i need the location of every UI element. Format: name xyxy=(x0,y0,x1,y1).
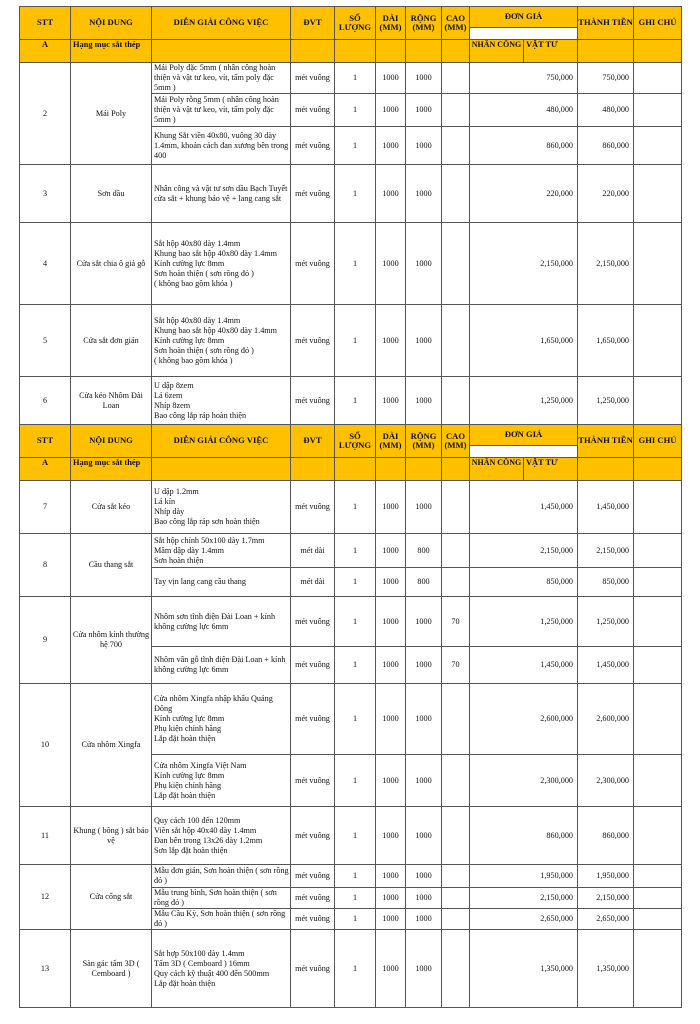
item-stt: 5 xyxy=(20,305,71,377)
item-length: 1000 xyxy=(376,865,406,888)
item-stt: 3 xyxy=(20,165,71,223)
item-unit-price: 1,250,000 xyxy=(470,377,578,425)
item-note xyxy=(634,888,682,909)
item-height xyxy=(442,684,470,755)
item-unit: mét vuông xyxy=(291,755,335,807)
item-stt: 2 xyxy=(20,63,71,165)
col-noi-dung-header: NỘI DUNG xyxy=(71,7,152,40)
item-stt: 8 xyxy=(20,534,71,597)
item-height xyxy=(442,909,470,930)
item-note xyxy=(634,377,682,425)
item-unit-price: 2,650,000 xyxy=(470,909,578,930)
item-quantity: 1 xyxy=(335,909,376,930)
item-width: 1000 xyxy=(406,223,442,305)
section-empty-cell xyxy=(152,40,291,63)
table-row xyxy=(20,534,682,568)
item-width: 1000 xyxy=(406,888,442,909)
section-empty-cell xyxy=(634,40,682,63)
item-description: Mẫu trung bình, Sơn hoàn thiện ( sơn rồng đỏ ) xyxy=(152,888,291,909)
item-unit: mét vuông xyxy=(291,647,335,684)
item-name: Cửa nhôm kính thường hệ 700 xyxy=(71,597,152,684)
quote-table xyxy=(19,6,682,1008)
item-quantity: 1 xyxy=(335,63,376,94)
item-description: U dập 8zem Lá 6zem Nhíp 8zem Bao công lắp ráp hoàn thiện xyxy=(152,377,291,425)
item-description: Sắt hộp 40x80 dày 1.4mm Khung bao sắt hộp 40x80 dày 1.4mm Kính cường lực 8mm Sơn hoàn thiện ( sơn rồng đỏ ) ( không bao gồm khóa ) xyxy=(152,223,291,305)
col-thanh-tien-header: THÀNH TIỀN xyxy=(578,425,634,458)
item-note xyxy=(634,647,682,684)
item-quantity: 1 xyxy=(335,807,376,865)
first-header-row xyxy=(20,7,682,28)
item-length: 1000 xyxy=(376,305,406,377)
item-unit-price: 2,150,000 xyxy=(470,223,578,305)
item-total: 1,450,000 xyxy=(578,481,634,534)
item-unit-price: 220,000 xyxy=(470,165,578,223)
item-note xyxy=(634,305,682,377)
section-empty-cell xyxy=(335,458,376,481)
table-row xyxy=(20,930,682,1008)
item-description: Sắt hộp 40x80 dày 1.4mm Khung bao sắt hộp 40x80 dày 1.4mm Kính cường lực 8mm Sơn hoàn thiện ( sơn rồng đỏ ) ( không bao gồm khóa ) xyxy=(152,305,291,377)
item-width: 1000 xyxy=(406,909,442,930)
item-unit-price: 750,000 xyxy=(470,63,578,94)
item-name: Sơn dầu xyxy=(71,165,152,223)
item-width: 1000 xyxy=(406,481,442,534)
col-dien-giai-header: DIỄN GIẢI CÔNG VIỆC xyxy=(152,7,291,40)
item-length: 1000 xyxy=(376,63,406,94)
col-cao-header: CAO (MM) xyxy=(442,425,470,458)
item-unit-price: 850,000 xyxy=(470,568,578,597)
item-unit-price: 2,150,000 xyxy=(470,888,578,909)
section-empty-cell xyxy=(335,40,376,63)
item-unit-price: 2,300,000 xyxy=(470,755,578,807)
item-quantity: 1 xyxy=(335,534,376,568)
col-cao-header: CAO (MM) xyxy=(442,7,470,40)
col-ghi-chu-header: GHI CHÚ xyxy=(634,425,682,458)
item-quantity: 1 xyxy=(335,481,376,534)
table-row xyxy=(20,481,682,534)
second-header-row xyxy=(20,425,682,446)
item-height xyxy=(442,377,470,425)
item-length: 1000 xyxy=(376,597,406,647)
item-total: 2,150,000 xyxy=(578,534,634,568)
item-quantity: 1 xyxy=(335,377,376,425)
item-height xyxy=(442,807,470,865)
item-unit: mét vuông xyxy=(291,865,335,888)
item-width: 1000 xyxy=(406,377,442,425)
item-length: 1000 xyxy=(376,165,406,223)
item-quantity: 1 xyxy=(335,647,376,684)
table-row xyxy=(20,865,682,888)
item-unit: mét vuông xyxy=(291,888,335,909)
col-dai-header: DÀI (MM) xyxy=(376,425,406,458)
item-height xyxy=(442,481,470,534)
item-stt: 13 xyxy=(20,930,71,1008)
item-width: 1000 xyxy=(406,127,442,165)
item-width: 1000 xyxy=(406,597,442,647)
item-unit-price: 480,000 xyxy=(470,94,578,127)
item-stt: 10 xyxy=(20,684,71,807)
item-height xyxy=(442,94,470,127)
item-unit: mét vuông xyxy=(291,63,335,94)
item-length: 1000 xyxy=(376,568,406,597)
item-height: 70 xyxy=(442,647,470,684)
item-description: Cửa nhôm Xingfa nhập khẩu Quảng Đông Kính cường lực 8mm Phụ kiện chính hãng Lắp đặt hoàn thiện xyxy=(152,684,291,755)
section-title: Hạng mục sắt thép xyxy=(71,40,152,63)
item-note xyxy=(634,165,682,223)
col-thanh-tien-header: THÀNH TIỀN xyxy=(578,7,634,40)
item-unit-price: 2,150,000 xyxy=(470,534,578,568)
item-description: Sắt hộp chính 50x100 dày 1.7mm Mâm dập dày 1.4mm Sơn hoàn thiện xyxy=(152,534,291,568)
sub-header-nhan-cong: NHÂN CÔNG xyxy=(470,40,524,63)
item-unit: mét vuông xyxy=(291,684,335,755)
item-total: 220,000 xyxy=(578,165,634,223)
item-height xyxy=(442,127,470,165)
first-section-row xyxy=(20,40,682,63)
col-stt-header: STT xyxy=(20,425,71,458)
sub-header-nhan-cong: NHÂN CÔNG xyxy=(470,458,524,481)
item-width: 1000 xyxy=(406,165,442,223)
col-don-gia-header: ĐƠN GIÁ xyxy=(470,7,578,28)
item-height xyxy=(442,534,470,568)
item-note xyxy=(634,94,682,127)
item-total: 2,300,000 xyxy=(578,755,634,807)
item-description: Nhôm sơn tĩnh điện Đài Loan + kính không cường lực 6mm xyxy=(152,597,291,647)
item-note xyxy=(634,534,682,568)
item-unit: mét vuông xyxy=(291,305,335,377)
item-name: Cầu thang sắt xyxy=(71,534,152,597)
item-total: 1,650,000 xyxy=(578,305,634,377)
item-note xyxy=(634,755,682,807)
table-row xyxy=(20,223,682,305)
item-unit-price: 1,450,000 xyxy=(470,647,578,684)
item-total: 750,000 xyxy=(578,63,634,94)
sub-header-vat-tu: VẬT TƯ xyxy=(524,40,578,63)
col-stt-header: STT xyxy=(20,7,71,40)
section-empty-cell xyxy=(291,40,335,63)
item-total: 1,450,000 xyxy=(578,647,634,684)
item-unit: mét vuông xyxy=(291,909,335,930)
item-total: 850,000 xyxy=(578,568,634,597)
item-note xyxy=(634,568,682,597)
item-stt: 9 xyxy=(20,597,71,684)
item-description: Sắt hợp 50x100 dày 1.4mm Tấm 3D ( Cemboard ) 16mm Quy cách kỹ thuật 400 đến 500mm Lắp đặt hoàn thiện xyxy=(152,930,291,1008)
item-unit: mét vuông xyxy=(291,165,335,223)
item-note xyxy=(634,807,682,865)
item-note xyxy=(634,930,682,1008)
item-width: 1000 xyxy=(406,305,442,377)
item-total: 1,350,000 xyxy=(578,930,634,1008)
item-length: 1000 xyxy=(376,647,406,684)
item-description: Quy cách 100 đến 120mm Viền sắt hộp 40x40 dày 1.4mm Đan bên trong 13x26 dày 1.2mm Sơn lắp đặt hoàn thiện xyxy=(152,807,291,865)
item-unit-price: 1,950,000 xyxy=(470,865,578,888)
item-length: 1000 xyxy=(376,377,406,425)
col-rong-header: RỘNG (MM) xyxy=(406,7,442,40)
item-name: Cửa sắt kéo xyxy=(71,481,152,534)
table-row xyxy=(20,807,682,865)
item-total: 2,650,000 xyxy=(578,909,634,930)
col-don-gia-header: ĐƠN GIÁ xyxy=(470,425,578,446)
item-total: 2,600,000 xyxy=(578,684,634,755)
table-row xyxy=(20,165,682,223)
col-dvt-header: ĐVT xyxy=(291,7,335,40)
item-width: 1000 xyxy=(406,807,442,865)
item-total: 860,000 xyxy=(578,127,634,165)
item-unit: mét vuông xyxy=(291,94,335,127)
col-ghi-chu-header: GHI CHÚ xyxy=(634,7,682,40)
item-note xyxy=(634,909,682,930)
item-unit-price: 860,000 xyxy=(470,127,578,165)
item-total: 1,250,000 xyxy=(578,377,634,425)
item-description: Nhân công và vật tư sơn dầu Bạch Tuyết cửa sắt + khung bảo vệ + lang cang sắt xyxy=(152,165,291,223)
item-total: 1,950,000 xyxy=(578,865,634,888)
item-length: 1000 xyxy=(376,127,406,165)
item-height xyxy=(442,865,470,888)
item-unit: mét vuông xyxy=(291,223,335,305)
item-length: 1000 xyxy=(376,755,406,807)
section-empty-cell xyxy=(578,40,634,63)
section-code: A xyxy=(20,458,71,481)
item-quantity: 1 xyxy=(335,165,376,223)
item-stt: 12 xyxy=(20,865,71,930)
item-description: Tay vịn lang cang cầu thang xyxy=(152,568,291,597)
item-length: 1000 xyxy=(376,684,406,755)
item-name: Khung ( bông ) sắt bảo vệ xyxy=(71,807,152,865)
item-note xyxy=(634,223,682,305)
table-row xyxy=(20,63,682,94)
section-title: Hạng mục sắt thép xyxy=(71,458,152,481)
item-length: 1000 xyxy=(376,534,406,568)
item-height xyxy=(442,568,470,597)
item-quantity: 1 xyxy=(335,684,376,755)
item-length: 1000 xyxy=(376,909,406,930)
item-total: 860,000 xyxy=(578,807,634,865)
item-unit: mét vuông xyxy=(291,377,335,425)
item-note xyxy=(634,597,682,647)
item-stt: 4 xyxy=(20,223,71,305)
item-unit: mét vuông xyxy=(291,481,335,534)
item-note xyxy=(634,127,682,165)
section-code: A xyxy=(20,40,71,63)
item-unit: mét dài xyxy=(291,568,335,597)
item-name: Mái Poly xyxy=(71,63,152,165)
item-height xyxy=(442,305,470,377)
item-width: 1000 xyxy=(406,865,442,888)
item-length: 1000 xyxy=(376,481,406,534)
item-width: 1000 xyxy=(406,755,442,807)
item-unit-price: 1,250,000 xyxy=(470,597,578,647)
item-unit: mét vuông xyxy=(291,807,335,865)
item-height xyxy=(442,63,470,94)
item-description: Mẫu đơn giản, Sơn hoàn thiện ( sơn rồng đỏ ) xyxy=(152,865,291,888)
item-width: 1000 xyxy=(406,684,442,755)
item-unit: mét dài xyxy=(291,534,335,568)
item-length: 1000 xyxy=(376,888,406,909)
item-quantity: 1 xyxy=(335,94,376,127)
item-description: Cửa nhôm Xingfa Việt Nam Kính cường lực 8mm Phụ kiện chính hãng Lắp đặt hoàn thiện xyxy=(152,755,291,807)
col-noi-dung-header: NỘI DUNG xyxy=(71,425,152,458)
item-unit-price: 1,450,000 xyxy=(470,481,578,534)
item-description: Nhôm vân gỗ tĩnh điện Đài Loan + kính không cường lực 6mm xyxy=(152,647,291,684)
item-total: 480,000 xyxy=(578,94,634,127)
item-width: 1000 xyxy=(406,647,442,684)
item-width: 1000 xyxy=(406,94,442,127)
section-empty-cell xyxy=(152,458,291,481)
item-note xyxy=(634,63,682,94)
item-quantity: 1 xyxy=(335,127,376,165)
item-total: 2,150,000 xyxy=(578,223,634,305)
item-stt: 7 xyxy=(20,481,71,534)
item-description: Khung Sắt viền 40x80, vuông 30 dày 1.4mm, khoản cách đan xương bên trong 400 xyxy=(152,127,291,165)
section-empty-cell xyxy=(442,458,470,481)
item-name: Cửa nhôm Xingfa xyxy=(71,684,152,807)
item-description: Mẫu Cầu Kỳ, Sơn hoàn thiện ( sơn rồng đỏ ) xyxy=(152,909,291,930)
item-stt: 11 xyxy=(20,807,71,865)
col-so-luong-header: SỐ LƯỢNG xyxy=(335,425,376,458)
item-name: Cửa cổng sắt xyxy=(71,865,152,930)
col-so-luong-header: SỐ LƯỢNG xyxy=(335,7,376,40)
item-unit-price: 1,650,000 xyxy=(470,305,578,377)
item-description: U dập 1.2mm Lá kín Nhíp dày Bao công lắp ráp sơn hoàn thiện xyxy=(152,481,291,534)
item-quantity: 1 xyxy=(335,930,376,1008)
item-quantity: 1 xyxy=(335,755,376,807)
item-length: 1000 xyxy=(376,94,406,127)
item-note xyxy=(634,481,682,534)
item-total: 2,150,000 xyxy=(578,888,634,909)
item-total: 1,250,000 xyxy=(578,597,634,647)
item-unit: mét vuông xyxy=(291,127,335,165)
item-unit-price: 2,600,000 xyxy=(470,684,578,755)
section-empty-cell xyxy=(578,458,634,481)
item-width: 800 xyxy=(406,534,442,568)
item-width: 1000 xyxy=(406,930,442,1008)
item-note xyxy=(634,684,682,755)
item-description: Mái Poly rỗng 5mm ( nhân công hoàn thiện và vật tư keo, vít, tấm poly đặc 5mm ) xyxy=(152,94,291,127)
item-unit-price: 860,000 xyxy=(470,807,578,865)
section-empty-cell xyxy=(406,458,442,481)
item-length: 1000 xyxy=(376,223,406,305)
item-stt: 6 xyxy=(20,377,71,425)
item-quantity: 1 xyxy=(335,223,376,305)
item-name: Cửa sắt đơn giản xyxy=(71,305,152,377)
item-name: Cửa sắt chia ô giả gỗ xyxy=(71,223,152,305)
item-name: Sàn gác tấm 3D ( Cemboard ) xyxy=(71,930,152,1008)
item-width: 800 xyxy=(406,568,442,597)
item-height xyxy=(442,930,470,1008)
sub-header-vat-tu: VẬT TƯ xyxy=(524,458,578,481)
table-row xyxy=(20,377,682,425)
item-unit: mét vuông xyxy=(291,930,335,1008)
second-section-row xyxy=(20,458,682,481)
item-height xyxy=(442,165,470,223)
item-quantity: 1 xyxy=(335,865,376,888)
item-note xyxy=(634,865,682,888)
item-length: 1000 xyxy=(376,807,406,865)
item-unit: mét vuông xyxy=(291,597,335,647)
table-row xyxy=(20,597,682,647)
item-quantity: 1 xyxy=(335,597,376,647)
section-empty-cell xyxy=(442,40,470,63)
section-empty-cell xyxy=(376,40,406,63)
item-height xyxy=(442,755,470,807)
section-empty-cell xyxy=(376,458,406,481)
table-row xyxy=(20,305,682,377)
table-row xyxy=(20,684,682,755)
item-quantity: 1 xyxy=(335,568,376,597)
item-height xyxy=(442,223,470,305)
item-length: 1000 xyxy=(376,930,406,1008)
item-height xyxy=(442,888,470,909)
col-dvt-header: ĐVT xyxy=(291,425,335,458)
item-name: Cửa kéo Nhôm Đài Loan xyxy=(71,377,152,425)
col-dien-giai-header: DIỄN GIẢI CÔNG VIỆC xyxy=(152,425,291,458)
item-description: Mái Poly đặc 5mm ( nhân công hoàn thiện và vật tư keo, vít, tấm poly đặc 5mm ) xyxy=(152,63,291,94)
item-width: 1000 xyxy=(406,63,442,94)
section-empty-cell xyxy=(291,458,335,481)
col-rong-header: RỘNG (MM) xyxy=(406,425,442,458)
section-empty-cell xyxy=(634,458,682,481)
item-quantity: 1 xyxy=(335,305,376,377)
item-quantity: 1 xyxy=(335,888,376,909)
item-unit-price: 1,350,000 xyxy=(470,930,578,1008)
col-dai-header: DÀI (MM) xyxy=(376,7,406,40)
section-empty-cell xyxy=(406,40,442,63)
item-height: 70 xyxy=(442,597,470,647)
